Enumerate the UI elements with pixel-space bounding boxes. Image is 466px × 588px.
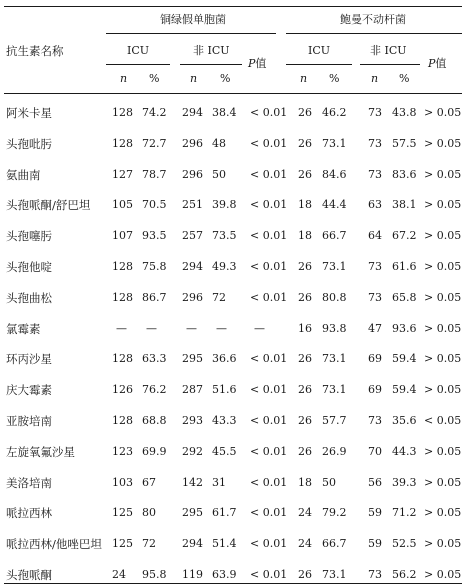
table-cell: 57.7 bbox=[322, 414, 347, 427]
table-cell: 125 bbox=[112, 506, 133, 519]
antibiotic-name: 头孢吡肟 bbox=[6, 137, 52, 151]
nonicu-span-line-2 bbox=[360, 64, 420, 65]
table-cell: — bbox=[146, 322, 157, 335]
table-cell: > 0.05 bbox=[424, 476, 462, 489]
table-cell: 93.8 bbox=[322, 322, 347, 335]
table-cell: < 0.01 bbox=[250, 414, 288, 427]
p-header-2: P值 bbox=[428, 57, 447, 70]
table-cell: 31 bbox=[212, 476, 226, 489]
table-cell: 123 bbox=[112, 445, 133, 458]
table-cell: 39.3 bbox=[392, 476, 417, 489]
table-cell: 59.4 bbox=[392, 352, 417, 365]
table-cell: 48 bbox=[212, 137, 226, 150]
table-cell: 70.5 bbox=[142, 198, 167, 211]
table-cell: 26 bbox=[298, 137, 312, 150]
pct-header-3: % bbox=[329, 72, 340, 85]
table-cell: 26 bbox=[298, 352, 312, 365]
table-cell: 43.8 bbox=[392, 106, 417, 119]
table-cell: 50 bbox=[212, 168, 226, 181]
table-cell: 51.4 bbox=[212, 537, 237, 550]
pct-header-1: % bbox=[149, 72, 160, 85]
table-cell: 26 bbox=[298, 260, 312, 273]
table-cell: 26 bbox=[298, 168, 312, 181]
pct-header-4: % bbox=[399, 72, 410, 85]
table-cell: 74.2 bbox=[142, 106, 167, 119]
table-cell: 50 bbox=[322, 476, 336, 489]
table-cell: 126 bbox=[112, 383, 133, 396]
table-cell: > 0.05 bbox=[424, 506, 462, 519]
antibiotic-name: 哌拉西林/他唑巴坦 bbox=[6, 537, 102, 551]
antibiotic-name: 美洛培南 bbox=[6, 476, 52, 490]
table-cell: 63 bbox=[368, 198, 382, 211]
table-cell: 86.7 bbox=[142, 291, 167, 304]
group1-span-line bbox=[106, 33, 276, 34]
table-cell: 69 bbox=[368, 383, 382, 396]
table-cell: 72.7 bbox=[142, 137, 167, 150]
antibiotic-name: 庆大霉素 bbox=[6, 383, 52, 397]
table-cell: < 0.01 bbox=[250, 168, 288, 181]
table-cell: 56 bbox=[368, 476, 382, 489]
nonicu-header-1: 非 ICU bbox=[193, 44, 230, 57]
table-cell: 84.6 bbox=[322, 168, 347, 181]
table-cell: > 0.05 bbox=[424, 168, 462, 181]
table-cell: < 0.01 bbox=[250, 568, 288, 581]
table-cell: < 0.01 bbox=[250, 383, 288, 396]
table-cell: 73.1 bbox=[322, 260, 347, 273]
table-cell: 65.8 bbox=[392, 291, 417, 304]
table-cell: — bbox=[254, 322, 265, 335]
antibiotic-name: 头孢哌酮 bbox=[6, 568, 52, 582]
antibiotic-name: 氨曲南 bbox=[6, 168, 41, 182]
table-cell: 18 bbox=[298, 476, 312, 489]
table-cell: 24 bbox=[298, 506, 312, 519]
table-cell: > 0.05 bbox=[424, 229, 462, 242]
table-cell: 76.2 bbox=[142, 383, 167, 396]
header-bottom-rule bbox=[4, 93, 462, 94]
table-cell: 59.4 bbox=[392, 383, 417, 396]
table-cell: 57.5 bbox=[392, 137, 417, 150]
table-cell: 251 bbox=[182, 198, 203, 211]
table-cell: 44.3 bbox=[392, 445, 417, 458]
p-letter-2: P bbox=[428, 57, 436, 70]
table-cell: 16 bbox=[298, 322, 312, 335]
table-cell: 26 bbox=[298, 383, 312, 396]
table-cell: 78.7 bbox=[142, 168, 167, 181]
antibiotic-name: 环丙沙星 bbox=[6, 352, 52, 366]
antibiotic-name: 哌拉西林 bbox=[6, 506, 52, 520]
table-cell: 119 bbox=[182, 568, 203, 581]
table-cell: 66.7 bbox=[322, 537, 347, 550]
antibiotic-name: 阿米卡星 bbox=[6, 106, 52, 120]
group2-header: 鲍曼不动杆菌 bbox=[340, 13, 406, 26]
table-cell: 26 bbox=[298, 106, 312, 119]
table-cell: < 0.01 bbox=[250, 445, 288, 458]
table-cell: 107 bbox=[112, 229, 133, 242]
pct-header-2: % bbox=[220, 72, 231, 85]
table-cell: 128 bbox=[112, 260, 133, 273]
table-cell: 294 bbox=[182, 260, 203, 273]
table-cell: 44.4 bbox=[322, 198, 347, 211]
table-cell: 79.2 bbox=[322, 506, 347, 519]
n-header-3: n bbox=[300, 72, 308, 85]
table-cell: 59 bbox=[368, 537, 382, 550]
table-cell: 73 bbox=[368, 414, 382, 427]
table-cell: 73 bbox=[368, 168, 382, 181]
table-cell: 128 bbox=[112, 352, 133, 365]
table-cell: > 0.05 bbox=[424, 352, 462, 365]
table-cell: 68.8 bbox=[142, 414, 167, 427]
table-cell: 26.9 bbox=[322, 445, 347, 458]
table-cell: 43.3 bbox=[212, 414, 237, 427]
table-cell: 295 bbox=[182, 506, 203, 519]
table-cell: 26 bbox=[298, 568, 312, 581]
table-cell: 73 bbox=[368, 568, 382, 581]
bottom-rule bbox=[4, 583, 462, 584]
table-cell: 61.6 bbox=[392, 260, 417, 273]
table-cell: 26 bbox=[298, 414, 312, 427]
antibiotic-name: 头孢噻肟 bbox=[6, 229, 52, 243]
table-cell: — bbox=[216, 322, 227, 335]
table-cell: 128 bbox=[112, 106, 133, 119]
table-cell: > 0.05 bbox=[424, 445, 462, 458]
table-cell: 93.6 bbox=[392, 322, 417, 335]
table-cell: 93.5 bbox=[142, 229, 167, 242]
table-cell: 49.3 bbox=[212, 260, 237, 273]
table-cell: 64 bbox=[368, 229, 382, 242]
table-cell: 73.1 bbox=[322, 383, 347, 396]
top-rule bbox=[4, 6, 462, 7]
p-letter-1: P bbox=[248, 57, 256, 70]
table-cell: > 0.05 bbox=[424, 291, 462, 304]
table-cell: 63.3 bbox=[142, 352, 167, 365]
table-cell: 293 bbox=[182, 414, 203, 427]
table-cell: 56.2 bbox=[392, 568, 417, 581]
table-cell: 69.9 bbox=[142, 445, 167, 458]
table-cell: 61.7 bbox=[212, 506, 237, 519]
table-cell: 59 bbox=[368, 506, 382, 519]
n-header-4: n bbox=[371, 72, 379, 85]
group2-span-line bbox=[286, 33, 462, 34]
table-cell: > 0.05 bbox=[424, 322, 462, 335]
table-cell: < 0.01 bbox=[250, 260, 288, 273]
table-cell: — bbox=[116, 322, 127, 335]
table-cell: > 0.05 bbox=[424, 137, 462, 150]
table-cell: 24 bbox=[112, 568, 126, 581]
table-cell: < 0.01 bbox=[250, 537, 288, 550]
table-cell: < 0.01 bbox=[250, 229, 288, 242]
table-cell: 294 bbox=[182, 537, 203, 550]
table-cell: 73.1 bbox=[322, 137, 347, 150]
icu-span-line-1 bbox=[106, 64, 170, 65]
antibiotic-name: 氯霉素 bbox=[6, 322, 41, 336]
n-header-2: n bbox=[190, 72, 198, 85]
table-cell: 73.1 bbox=[322, 568, 347, 581]
icu-span-line-2 bbox=[286, 64, 352, 65]
table-cell: 45.5 bbox=[212, 445, 237, 458]
table-cell: 67.2 bbox=[392, 229, 417, 242]
table-cell: 73 bbox=[368, 106, 382, 119]
table-cell: 75.8 bbox=[142, 260, 167, 273]
nonicu-header-2: 非 ICU bbox=[370, 44, 407, 57]
table-cell: 24 bbox=[298, 537, 312, 550]
table-cell: 296 bbox=[182, 137, 203, 150]
table-cell: 128 bbox=[112, 414, 133, 427]
table-cell: 128 bbox=[112, 291, 133, 304]
table-cell: 18 bbox=[298, 229, 312, 242]
table-cell: 80.8 bbox=[322, 291, 347, 304]
table-cell: 26 bbox=[298, 291, 312, 304]
table-cell: 292 bbox=[182, 445, 203, 458]
table-cell: 66.7 bbox=[322, 229, 347, 242]
table-cell: > 0.05 bbox=[424, 106, 462, 119]
table-cell: > 0.05 bbox=[424, 260, 462, 273]
table-cell: 39.8 bbox=[212, 198, 237, 211]
table-cell: 296 bbox=[182, 291, 203, 304]
table-cell: 105 bbox=[112, 198, 133, 211]
antibiotic-name: 亚胺培南 bbox=[6, 414, 52, 428]
table-cell: < 0.01 bbox=[250, 198, 288, 211]
table-cell: 83.6 bbox=[392, 168, 417, 181]
table-cell: 287 bbox=[182, 383, 203, 396]
table-cell: < 0.01 bbox=[250, 291, 288, 304]
table-cell: 70 bbox=[368, 445, 382, 458]
table-cell: 52.5 bbox=[392, 537, 417, 550]
table-cell: 63.9 bbox=[212, 568, 237, 581]
table-cell: 73 bbox=[368, 137, 382, 150]
table-cell: > 0.05 bbox=[424, 568, 462, 581]
icu-header-2: ICU bbox=[308, 44, 331, 57]
table-cell: 38.4 bbox=[212, 106, 237, 119]
table-cell: 69 bbox=[368, 352, 382, 365]
p-header-1: P值 bbox=[248, 57, 267, 70]
table-cell: 72 bbox=[142, 537, 156, 550]
table-cell: > 0.05 bbox=[424, 198, 462, 211]
table-cell: 296 bbox=[182, 168, 203, 181]
table-cell: > 0.05 bbox=[424, 383, 462, 396]
antibiotic-name: 头孢哌酮/舒巴坦 bbox=[6, 198, 91, 212]
n-header-1: n bbox=[120, 72, 128, 85]
table-cell: 73 bbox=[368, 260, 382, 273]
antibiotic-name: 头孢他啶 bbox=[6, 260, 52, 274]
table-cell: 35.6 bbox=[392, 414, 417, 427]
table-cell: 80 bbox=[142, 506, 156, 519]
table-cell: 125 bbox=[112, 537, 133, 550]
table-cell: 71.2 bbox=[392, 506, 417, 519]
table-cell: 51.6 bbox=[212, 383, 237, 396]
table-cell: 73.5 bbox=[212, 229, 237, 242]
table-cell: 257 bbox=[182, 229, 203, 242]
antibiotic-name: 头孢曲松 bbox=[6, 291, 52, 305]
table-cell: < 0.01 bbox=[250, 352, 288, 365]
table-cell: 18 bbox=[298, 198, 312, 211]
table-cell: 26 bbox=[298, 445, 312, 458]
table-cell: 72 bbox=[212, 291, 226, 304]
table-cell: < 0.01 bbox=[250, 106, 288, 119]
nonicu-span-line-1 bbox=[180, 64, 242, 65]
table-cell: 95.8 bbox=[142, 568, 167, 581]
table-cell: 46.2 bbox=[322, 106, 347, 119]
table-cell: 73 bbox=[368, 291, 382, 304]
table-cell: < 0.01 bbox=[250, 476, 288, 489]
table-cell: 67 bbox=[142, 476, 156, 489]
table-cell: 295 bbox=[182, 352, 203, 365]
col-name-header: 抗生素名称 bbox=[6, 44, 64, 58]
table-cell: 38.1 bbox=[392, 198, 417, 211]
table-cell: 36.6 bbox=[212, 352, 237, 365]
table-cell: < 0.01 bbox=[250, 506, 288, 519]
table-cell: 128 bbox=[112, 137, 133, 150]
table-cell: — bbox=[186, 322, 197, 335]
table-cell: 127 bbox=[112, 168, 133, 181]
antibiotic-name: 左旋氧氟沙星 bbox=[6, 445, 75, 459]
icu-header-1: ICU bbox=[127, 44, 150, 57]
table-cell: 73.1 bbox=[322, 352, 347, 365]
table-cell: > 0.05 bbox=[424, 537, 462, 550]
table-cell: 47 bbox=[368, 322, 382, 335]
table-cell: 294 bbox=[182, 106, 203, 119]
table-cell: 142 bbox=[182, 476, 203, 489]
table-cell: 103 bbox=[112, 476, 133, 489]
table-cell: < 0.05 bbox=[424, 414, 462, 427]
group1-header: 铜绿假单胞菌 bbox=[160, 13, 226, 26]
table-cell: < 0.01 bbox=[250, 137, 288, 150]
